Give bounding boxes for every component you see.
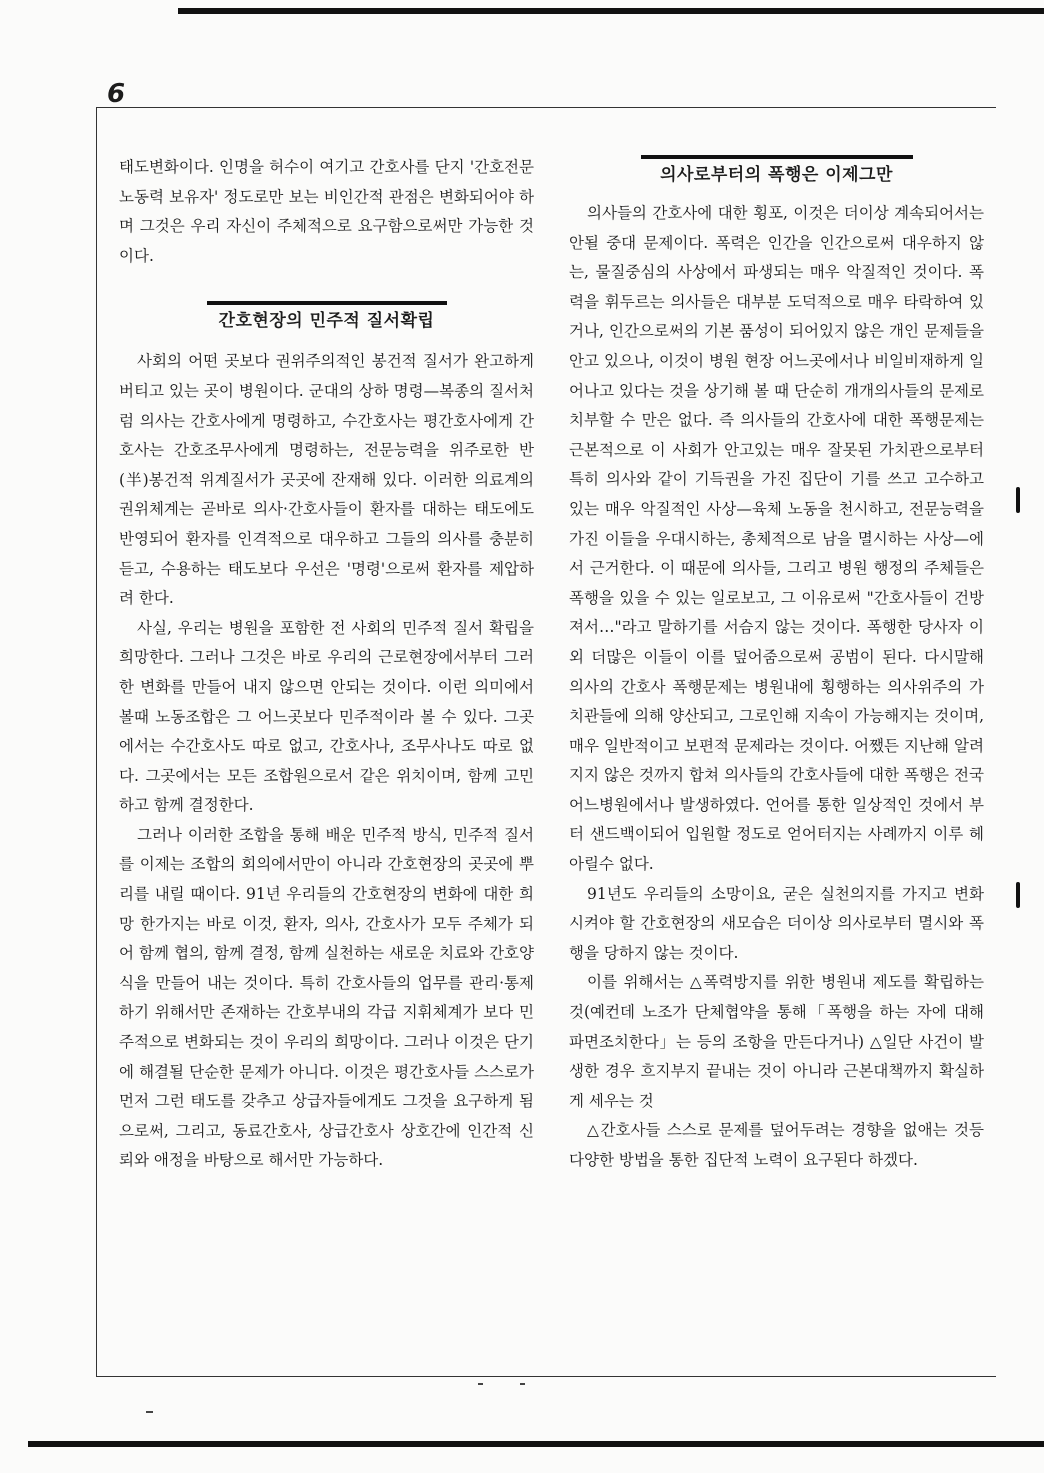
margin-mark (1016, 882, 1020, 908)
left-paragraph-3: 그러나 이러한 조합을 통해 배운 민주적 방식, 민주적 질서를 이제는 조합의 회의에서만이 아니라 간호현장의 곳곳에 뿌리를 내릴 때이다. 91년 우리들의 간호현장의 변화에 대한 희망 한가지는 바로 이것, 환자, 의사, 간호사가 모두 주체가 되어 함께 협의, 함께 결정, 함께 실천하는 새로운 치료와 간호양식을 만들어 내는 것이다. 특히 간호사들의 업무를 관리·통제하기 위해서만 존재하는 간호부내의 각급 지휘체계가 보다 민주적으로 변화되는 것이 우리의 희망이다. 그러나 이것은 단기에 해결될 단순한 문제가 아니다. 이것은 평간호사들 스스로가 먼저 그런 태도를 갖추고 상급자들에게도 그것을 요구하게 됨으로써, 그리고, 동료간호사, 상급간호사 상호간에 인간적 신뢰와 애정을 바탕으로 해서만 가능하다. (119, 825, 534, 1170)
left-paragraph-1: 사회의 어떤 곳보다 권위주의적인 봉건적 질서가 완고하게 버티고 있는 곳이 병원이다. 군대의 상하 명령—복종의 질서처럼 의사는 간호사에게 명령하고, 수간호사는 평간호사에게 간호사는 간호조무사에게 명령하는, 전문능력을 위주로한 반(半)봉건적 위계질서가 곳곳에 잔재해 있다. 이러한 의료계의 권위체계는 곧바로 의사·간호사들이 환자를 대하는 태도에도 반영되어 환자를 인격적으로 대우하고 그들의 의사를 충분히 듣고, 수용하는 태도보다 우선은 '명령'으로써 환자를 제압하려 한다. (119, 352, 534, 608)
left-column (119, 153, 534, 1176)
left-paragraph-2: 사실, 우리는 병원을 포함한 전 사회의 민주적 질서 확립을 희망한다. 그러나 그것은 바로 우리의 근로현장에서부터 그러한 변화를 만들어 내지 않으면 안되는 것이다. 이런 의미에서 볼때 노동조합은 그 어느곳보다 민주적이라 볼 수 있다. 그곳에서는 수간호사도 따로 없고, 간호사나, 조무사나도 따로 없다. 그곳에서는 모든 조합원으로서 같은 위치이며, 함께 고민하고 함께 결정한다. (119, 618, 534, 815)
left-heading-title: 간호현장의 민주적 질서확립 (218, 311, 435, 332)
right-heading-title: 의사로부터의 폭행은 이제그만 (660, 165, 893, 185)
left-section-heading (119, 301, 534, 333)
heading-rule (207, 301, 447, 305)
top-border-bar (178, 8, 1044, 14)
intro-paragraph: 태도변화이다. 인명을 허수이 여기고 간호사를 단지 '간호전문 노동력 보유자' 정도로만 보는 비인간적 관점은 변화되어야 하며 그것은 우리 자신이 주체적으로 요구함으로써만 가능한 것이다. (119, 158, 534, 265)
right-paragraph-2: 91년도 우리들의 소망이요, 굳은 실천의지를 가지고 변화시켜야 할 간호현장의 새모습은 더이상 의사로부터 멸시와 폭행을 당하지 않는 것이다. (569, 884, 984, 962)
page-number: 6 (107, 79, 126, 109)
scan-speck (146, 1411, 153, 1413)
scan-speck (520, 1383, 525, 1385)
right-paragraph-1: 의사들의 간호사에 대한 횡포, 이것은 더이상 계속되어서는 안될 중대 문제이다. 폭력은 인간을 인간으로써 대우하지 않는, 물질중심의 사상에서 파생되는 매우 악질적인 것이다. 폭력을 휘두르는 의사들은 대부분 도덕적으로 매우 타락하여 있거나, 인간으로써의 기본 품성이 되어있지 않은 개인 문제들을 안고 있으나, 이것이 병원 현장 어느곳에서나 비일비재하게 일어나고 있다는 것을 상기해 볼 때 단순히 개개의사들의 문제로 치부할 수 만은 없다. 즉 의사들의 간호사에 대한 폭행문제는 근본적으로 이 사회가 안고있는 매우 잘못된 가치관으로부터 특히 의사와 같이 기득권을 가진 집단이 기를 쓰고 고수하고 있는 매우 악질적인 사상—육체 노동을 천시하고, 전문능력을 가진 이들을 우대시하는, 총체적으로 남을 멸시하는 사상—에서 근거한다. 이 때문에 의사들, 그리고 병원 행정의 주체들은 폭행을 있을 수 있는 일로보고, 그 이유로써 "간호사들이 건방져서…"라고 말하기를 서슴지 않는 것이다. 폭행한 당사자 이외 더많은 이들이 이를 덮어줌으로써 공범이 된다. 다시말해 의사의 간호사 폭행문제는 병원내에 횡행하는 의사위주의 가치관들에 의해 양산되고, 그로인해 지속이 가능해지는 것이며, 매우 일반적이고 보편적 문제라는 것이다. 어쨌든 지난해 알려지지 않은 것까지 합쳐 의사들의 간호사들에 대한 폭행은 전국 어느병원에서나 발생하였다. 언어를 통한 일상적인 것에서 부터 샌드백이되어 입원할 정도로 얻어터지는 사례까지 이루 헤아릴수 없다. (569, 204, 984, 874)
margin-mark (1016, 487, 1020, 513)
bottom-border-bar (28, 1441, 1044, 1447)
scan-speck (478, 1383, 483, 1385)
heading-rule (641, 155, 913, 159)
right-column (569, 155, 984, 1176)
right-section-heading (569, 155, 984, 187)
right-paragraph-4: △간호사들 스스로 문제를 덮어두려는 경향을 없애는 것등 다양한 방법을 통한 집단적 노력이 요구된다 하겠다. (569, 1121, 984, 1169)
right-paragraph-3: 이를 위해서는 △폭력방지를 위한 병원내 제도를 확립하는 것(예컨데 노조가 단체협약을 통해「폭행을 하는 자에 대해 파면조치한다」는 등의 조항을 만든다거나) △일단 사건이 발생한 경우 흐지부지 끝내는 것이 아니라 근본대책까지 확실하게 세우는 것 (569, 973, 984, 1110)
